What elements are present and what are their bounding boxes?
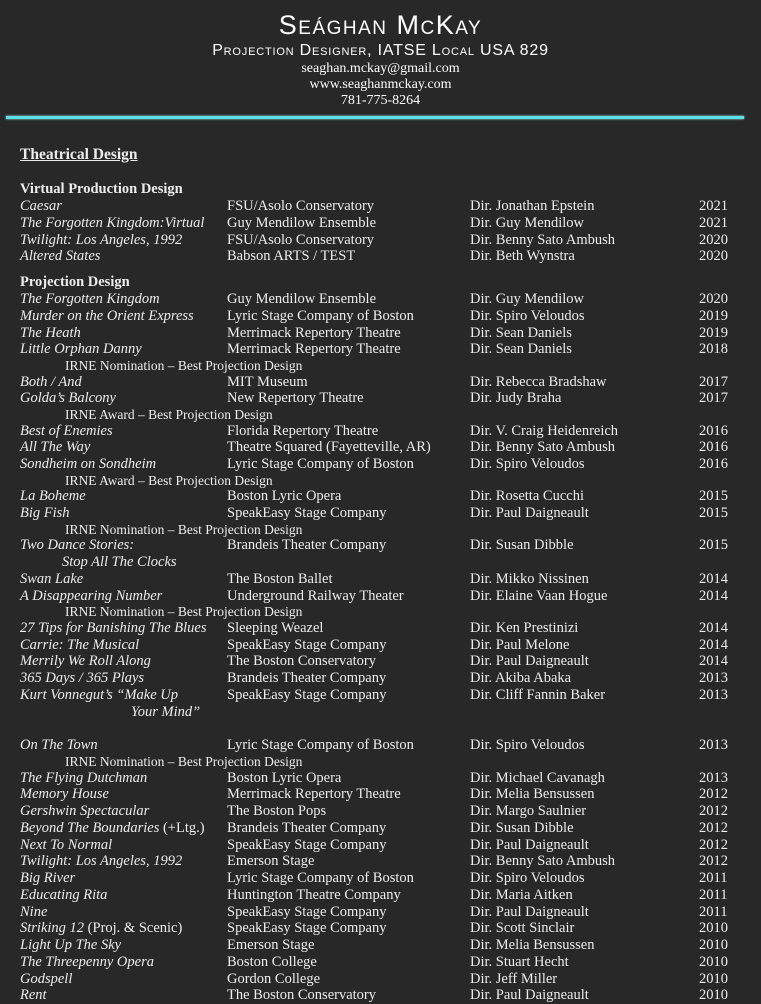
director-name: Dir. Scott Sinclair [470, 920, 575, 937]
director-name: Dir. Melia Bensussen [470, 786, 595, 803]
production-title: Godspell [20, 970, 73, 987]
production-year: 2014 [699, 636, 728, 653]
director-name: Dir. Beth Wynstra [470, 248, 575, 265]
production-year: 2013 [699, 769, 728, 786]
producing-company: Brandeis Theater Company [227, 537, 387, 554]
producing-company: Guy Mendilow Ensemble [227, 291, 377, 307]
director-name: Dir. Rebecca Bradshaw [470, 373, 607, 390]
credit-row [20, 687, 736, 704]
producing-company: FSU/Asolo Conservatory [227, 231, 375, 248]
production-year: 2016 [699, 422, 728, 439]
director-name: Dir. Stuart Hecht [470, 953, 569, 970]
producing-company: FSU/Asolo Conservatory [227, 198, 375, 214]
credit-row [20, 291, 736, 308]
director-name: Dir. Spiro Veloudos [470, 307, 585, 324]
production-year: 2017 [699, 390, 728, 407]
award-note: IRNE Award – Best Projection Design [65, 407, 273, 422]
credit-row [20, 954, 736, 971]
production-year: 2015 [699, 488, 728, 505]
header-divider [6, 116, 744, 119]
designer-name: Seághan McKay [278, 10, 483, 40]
production-year: 2014 [699, 570, 728, 587]
producing-company: The Boston Conservatory [227, 653, 377, 670]
director-name: Dir. Guy Mendilow [470, 214, 584, 231]
director-name: Dir. Ken Prestinizi [470, 619, 579, 636]
resume-header [0, 0, 761, 109]
producing-company: Merrimack Repertory Theatre [227, 786, 401, 803]
production-title: Big Fish [20, 505, 70, 521]
production-title: Golda’s Balcony [20, 390, 116, 407]
director-name: Dir. Susan Dibble [470, 819, 574, 836]
producing-company: The Boston Pops [227, 803, 327, 819]
production-title: The Flying Dutchman [20, 769, 148, 786]
production-title: Twilight: Los Angeles, 1992 [20, 853, 183, 870]
credit-row [20, 439, 736, 456]
production-title: Light Up The Sky [20, 937, 122, 953]
director-name: Dir. Akiba Abaka [470, 670, 572, 686]
director-name: Dir. Paul Daigneault [470, 903, 589, 920]
director-name: Dir. Judy Braha [470, 390, 562, 407]
credit-row [20, 637, 736, 654]
production-year: 2011 [699, 870, 728, 886]
director-name: Dir. Paul Daigneault [470, 505, 589, 521]
director-name: Dir. V. Craig Heidenreich [470, 422, 619, 439]
producing-company: Gordon College [227, 970, 321, 987]
director-name: Dir. Cliff Fannin Baker [470, 686, 606, 703]
credit-row [20, 920, 736, 937]
production-year: 2014 [699, 587, 728, 604]
director-name: Dir. Michael Cavanagh [470, 769, 605, 786]
producing-company: Underground Railway Theater [227, 587, 404, 604]
production-title: La Boheme [20, 488, 86, 505]
credit-row [20, 308, 736, 325]
producing-company: The Boston Conservatory [227, 987, 377, 1004]
credit-row [20, 770, 736, 787]
director-name: Dir. Benny Sato Ambush [470, 231, 616, 248]
production-title: Big River [20, 870, 76, 886]
production-year: 2012 [699, 803, 728, 819]
director-name: Dir. Sean Daniels [470, 341, 572, 358]
production-title: A Disappearing Number [20, 587, 163, 604]
producing-company: Emerson Stage [227, 937, 315, 953]
credit-row [20, 423, 736, 440]
credit-row [20, 505, 736, 522]
production-title: The Heath [20, 324, 81, 341]
credit-row [20, 488, 736, 505]
credit-row [20, 837, 736, 854]
production-year: 2020 [699, 248, 728, 265]
credit-row [20, 987, 736, 1004]
credit-row [20, 937, 736, 954]
production-title: The Forgotten Kingdom [20, 291, 160, 307]
production-title: The Forgotten Kingdom:Virtual [20, 214, 205, 231]
production-year: 2020 [699, 291, 728, 307]
director-name: Dir. Maria Aitken [470, 886, 573, 903]
production-year: 2021 [699, 214, 728, 231]
producing-company: SpeakEasy Stage Company [227, 636, 387, 653]
credit-row [20, 215, 736, 232]
producing-company: SpeakEasy Stage Company [227, 920, 387, 937]
producing-company: SpeakEasy Stage Company [227, 686, 387, 703]
production-title: Educating Rita [20, 886, 108, 903]
production-title: Kurt Vonnegut’s “Make Up [20, 686, 179, 703]
producing-company: Florida Repertory Theatre [227, 422, 379, 439]
director-name: Dir. Paul Melone [470, 636, 570, 653]
producing-company: Emerson Stage [227, 853, 315, 870]
director-name: Dir. Paul Daigneault [470, 836, 589, 853]
production-title: Carrie: The Musical [20, 636, 140, 653]
production-title: Twilight: Los Angeles, 1992 [20, 231, 183, 248]
credit-row [20, 232, 736, 249]
production-year: 2010 [699, 987, 728, 1004]
producing-company: MIT Museum [227, 373, 308, 390]
production-title: All The Way [20, 439, 91, 456]
production-title: Beyond The Boundaries (+Ltg.) [20, 819, 205, 836]
producing-company: Lyric Stage Company of Boston [227, 737, 414, 754]
production-year: 2011 [699, 903, 728, 920]
producing-company: The Boston Ballet [227, 570, 333, 587]
credit-row [20, 853, 736, 870]
producing-company: Theatre Squared (Fayetteville, AR) [227, 439, 431, 456]
credit-row [20, 904, 736, 921]
award-note: IRNE Award – Best Projection Design [65, 472, 273, 488]
director-name: Dir. Benny Sato Ambush [470, 853, 616, 870]
production-year: 2015 [699, 505, 728, 521]
award-note: IRNE Nomination – Best Projection Design [65, 604, 303, 620]
phone-number: 781-775-8264 [340, 93, 421, 108]
production-title: Two Dance Stories: [20, 537, 135, 554]
director-name: Dir. Spiro Veloudos [470, 456, 585, 472]
production-year: 2021 [699, 198, 728, 214]
director-name: Dir. Margo Saulnier [470, 803, 587, 819]
producing-company: Lyric Stage Company of Boston [227, 456, 414, 472]
producing-company: Brandeis Theater Company [227, 819, 387, 836]
credit-row [20, 670, 736, 687]
production-year: 2012 [699, 819, 728, 836]
production-title: Caesar [20, 198, 62, 214]
credit-row [20, 390, 736, 407]
producing-company: Merrimack Repertory Theatre [227, 324, 401, 341]
director-name: Dir. Melia Bensussen [470, 937, 595, 953]
production-year: 2010 [699, 920, 728, 937]
production-year: 2013 [699, 737, 728, 754]
director-name: Dir. Jeff Miller [470, 970, 558, 987]
production-title: Striking 12 (Proj. & Scenic) [20, 920, 183, 937]
production-title: Murder on the Orient Express [20, 307, 194, 324]
producing-company: New Repertory Theatre [227, 390, 364, 407]
award-note: IRNE Nomination – Best Projection Design [65, 358, 303, 373]
director-name: Dir. Susan Dibble [470, 537, 574, 554]
award-note: IRNE Nomination – Best Projection Design [65, 521, 303, 537]
production-year: 2020 [699, 231, 728, 248]
production-year: 2010 [699, 937, 728, 953]
producing-company: Boston Lyric Opera [227, 769, 342, 786]
production-title: Swan Lake [20, 570, 84, 587]
title-continuation: Stop All The Clocks [62, 554, 177, 570]
credit-row [20, 786, 736, 803]
production-year: 2012 [699, 786, 728, 803]
credit-row [20, 571, 736, 588]
virtual-credits-list [20, 198, 736, 265]
director-name: Dir. Spiro Veloudos [470, 737, 585, 754]
title-credit-note: (Proj. & Scenic) [84, 920, 183, 937]
producing-company: SpeakEasy Stage Company [227, 903, 387, 920]
production-year: 2019 [699, 307, 728, 324]
production-title: Merrily We Roll Along [20, 653, 151, 670]
website-link[interactable]: www.seaghanmckay.com [309, 77, 452, 92]
production-year: 2015 [699, 537, 728, 554]
production-title: Memory House [20, 786, 109, 803]
production-title: Gershwin Spectacular [20, 803, 150, 819]
producing-company: Brandeis Theater Company [227, 670, 387, 686]
producing-company: Lyric Stage Company of Boston [227, 307, 414, 324]
production-year: 2016 [699, 456, 728, 472]
credit-row [20, 537, 736, 554]
production-title: The Threepenny Opera [20, 953, 154, 970]
credit-row [20, 803, 736, 820]
projection-credits-list [20, 291, 736, 1004]
credit-row [20, 971, 736, 988]
production-title: Sondheim on Sondheim [20, 456, 157, 472]
director-name: Dir. Benny Sato Ambush [470, 439, 616, 456]
designer-subtitle: Projection Designer, IATSE Local USA 829 [212, 42, 549, 59]
production-title: Nine [20, 903, 48, 920]
production-year: 2017 [699, 373, 728, 390]
credit-row [20, 820, 736, 837]
producing-company: Lyric Stage Company of Boston [227, 870, 414, 886]
credit-row [20, 737, 736, 754]
producing-company: Guy Mendilow Ensemble [227, 214, 377, 231]
director-name: Dir. Rosetta Cucchi [470, 488, 584, 505]
producing-company: Merrimack Repertory Theatre [227, 341, 401, 358]
production-year: 2010 [699, 970, 728, 987]
director-name: Dir. Jonathan Epstein [470, 198, 595, 214]
production-title: Little Orphan Danny [20, 341, 142, 358]
director-name: Dir. Guy Mendilow [470, 291, 584, 307]
credit-row [20, 653, 736, 670]
production-title: Next To Normal [20, 836, 113, 853]
credit-row [20, 248, 736, 265]
producing-company: Huntington Theatre Company [227, 886, 401, 903]
credit-row [20, 325, 736, 342]
production-title: 365 Days / 365 Plays [20, 670, 145, 686]
production-year: 2016 [699, 439, 728, 456]
production-title: 27 Tips for Banishing The Blues [20, 619, 207, 636]
production-year: 2014 [699, 653, 728, 670]
production-year: 2012 [699, 853, 728, 870]
virtual-heading: Virtual Production Design [20, 181, 183, 197]
production-title: Both / And [20, 373, 82, 390]
director-name: Dir. Elaine Vaan Hogue [470, 587, 608, 604]
credit-row [20, 887, 736, 904]
email-link[interactable]: seaghan.mckay@gmail.com [301, 61, 460, 76]
title-credit-note: (+Ltg.) [159, 819, 205, 836]
credit-row [20, 198, 736, 215]
director-name: Dir. Sean Daniels [470, 324, 572, 341]
credit-row [20, 620, 736, 637]
production-title: On The Town [20, 737, 98, 754]
credit-row [20, 374, 736, 391]
theatrical-design-section [20, 146, 736, 1004]
production-year: 2012 [699, 836, 728, 853]
producing-company: Boston Lyric Opera [227, 488, 342, 505]
producing-company: Boston College [227, 953, 317, 970]
production-title: Rent [20, 987, 47, 1004]
credit-row [20, 588, 736, 605]
credit-row [20, 456, 736, 473]
producing-company: Babson ARTS / TEST [227, 248, 356, 265]
projection-heading: Projection Design [20, 274, 130, 290]
title-continuation: Your Mind” [131, 703, 201, 720]
producing-company: Sleeping Weazel [227, 619, 324, 636]
director-name: Dir. Paul Daigneault [470, 653, 589, 670]
production-title: Altered States [20, 248, 101, 265]
producing-company: SpeakEasy Stage Company [227, 505, 387, 521]
section-title: Theatrical Design [20, 146, 138, 163]
production-year: 2019 [699, 324, 728, 341]
production-title: Best of Enemies [20, 422, 113, 439]
award-note: IRNE Nomination – Best Projection Design [65, 754, 303, 769]
production-year: 2014 [699, 619, 728, 636]
production-year: 2010 [699, 953, 728, 970]
credit-row [20, 870, 736, 887]
production-year: 2018 [699, 341, 728, 358]
director-name: Dir. Paul Daigneault [470, 987, 589, 1004]
director-name: Dir. Spiro Veloudos [470, 870, 585, 886]
credit-row [20, 341, 736, 358]
production-year: 2011 [699, 886, 728, 903]
production-year: 2013 [699, 670, 728, 686]
producing-company: SpeakEasy Stage Company [227, 836, 387, 853]
director-name: Dir. Mikko Nissinen [470, 570, 589, 587]
production-year: 2013 [699, 686, 728, 703]
